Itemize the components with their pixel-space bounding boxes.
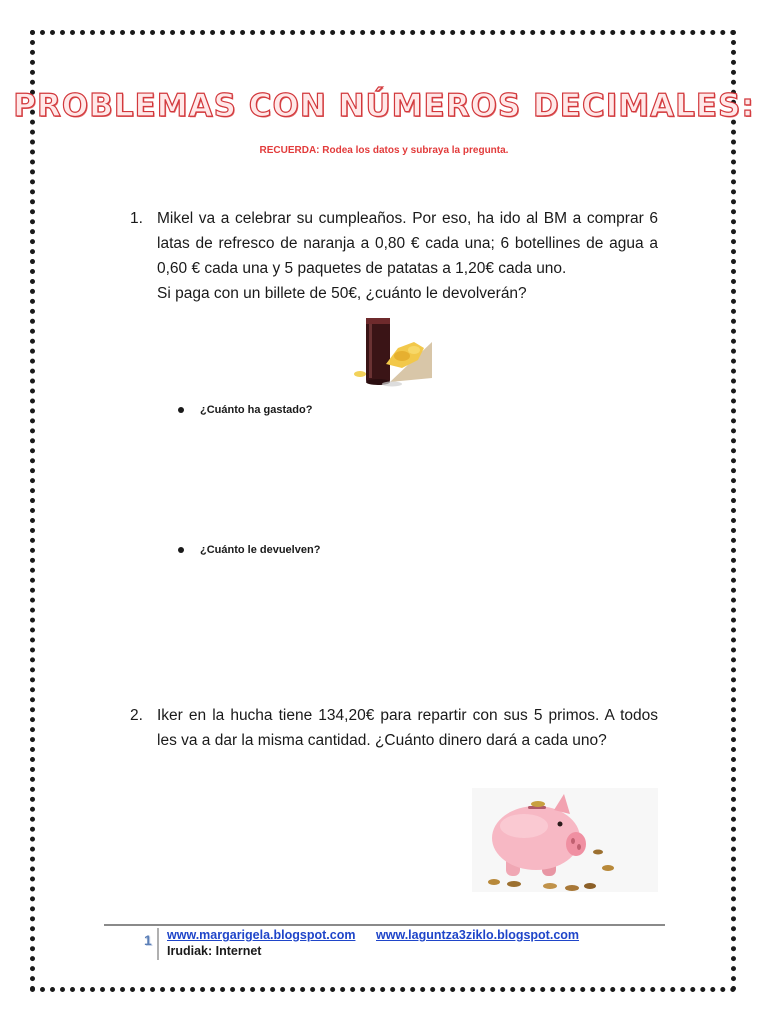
piggy-bank-picture xyxy=(472,788,658,892)
problem-statement: Mikel va a celebrar su cumpleaños. Por eso, ha ido al BM a comprar 6 latas de refresco de naranja a 0,80 € cada una; 6 botellines de agua a 0,60 € cada una y 5 paquetes de patatas a 1,20€ cada uno. xyxy=(157,210,658,277)
reminder-note: RECUERDA: Rodea los datos y subraya la pregunta. xyxy=(259,145,509,156)
sub-question-label: ¿Cuánto le devuelven? xyxy=(200,544,321,556)
footer-link-margarigela[interactable]: www.margarigela.blogspot.com xyxy=(167,928,356,942)
bullet-icon xyxy=(178,407,184,413)
problem-question: Si paga con un billete de 50€, ¿cuánto le devolverán? xyxy=(157,285,527,302)
sub-question-change xyxy=(182,544,320,556)
problem-text xyxy=(157,206,658,306)
problem-1 xyxy=(130,206,658,306)
sub-question-label: ¿Cuánto ha gastado? xyxy=(200,404,313,416)
problem-number: 2. xyxy=(130,707,143,724)
problem-2 xyxy=(130,703,658,753)
problem-number: 1. xyxy=(130,210,143,227)
bullet-icon xyxy=(178,547,184,553)
problem-statement: Iker en la hucha tiene 134,20€ para repartir con sus 5 primos. A todos les va a dar la misma cantidad. ¿Cuánto dinero dará a cada uno? xyxy=(157,707,658,749)
page-number: 1 xyxy=(144,932,152,948)
problem-text xyxy=(157,703,658,753)
image-credit: Irudiak: Internet xyxy=(167,944,262,958)
footer-rule xyxy=(104,924,665,926)
drink-and-chips-picture xyxy=(352,312,434,394)
sub-question-spent xyxy=(182,404,312,416)
worksheet-title: PROBLEMAS CON NÚMEROS DECIMALES: xyxy=(13,88,755,124)
footer-link-laguntza[interactable]: www.laguntza3ziklo.blogspot.com xyxy=(376,928,580,942)
page-number-divider xyxy=(157,928,159,960)
